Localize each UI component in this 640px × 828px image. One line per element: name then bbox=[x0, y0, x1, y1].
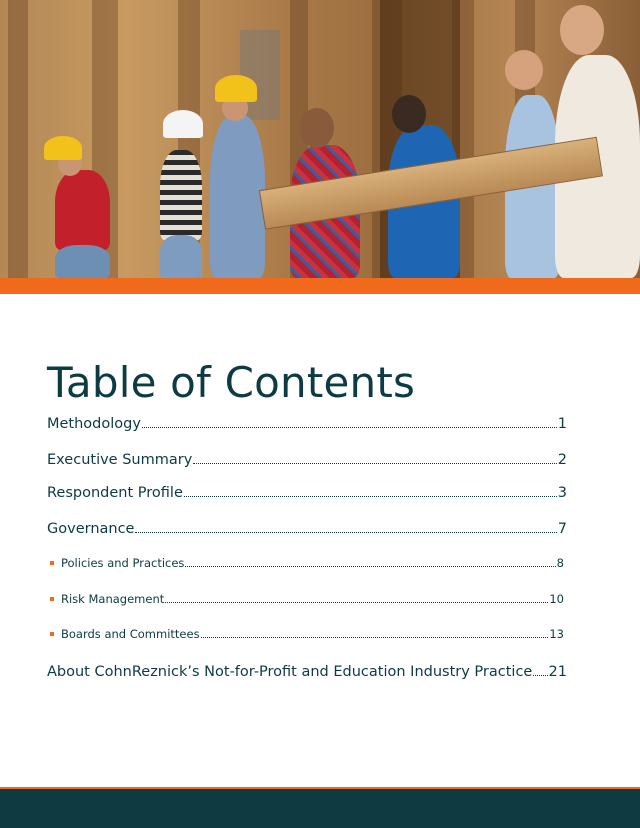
toc-label: Respondent Profile bbox=[47, 485, 183, 502]
dot-leader bbox=[533, 662, 547, 676]
toc-entry-executive-summary[interactable] bbox=[47, 450, 567, 468]
toc-subentry-boards-and-committees[interactable] bbox=[50, 627, 564, 641]
toc-label: Risk Management bbox=[61, 592, 165, 607]
toc-entry-about-cohnreznick[interactable] bbox=[47, 662, 567, 680]
toc-label: About CohnReznick’s Not-for-Profit and Education Industry Practice bbox=[47, 664, 533, 681]
dot-leader bbox=[142, 414, 557, 428]
toc-label: Executive Summary bbox=[47, 452, 193, 469]
toc-page-number: 8 bbox=[556, 556, 564, 571]
toc-page-number: 13 bbox=[549, 627, 564, 642]
toc-page-number: 10 bbox=[549, 592, 564, 607]
toc-label: Methodology bbox=[47, 416, 141, 433]
toc-page-number: 21 bbox=[548, 664, 567, 681]
dot-leader bbox=[185, 556, 555, 567]
toc-subentry-risk-management[interactable] bbox=[50, 592, 564, 606]
bullet-icon bbox=[50, 561, 54, 565]
toc-entry-methodology[interactable] bbox=[47, 414, 567, 432]
toc-label: Governance bbox=[47, 521, 135, 538]
dot-leader bbox=[184, 483, 557, 497]
toc-subentry-policies-and-practices[interactable] bbox=[50, 556, 564, 570]
toc-label: Policies and Practices bbox=[61, 556, 185, 571]
footer-band bbox=[0, 789, 640, 828]
dot-leader bbox=[201, 627, 549, 638]
hero-photo bbox=[0, 0, 640, 278]
accent-bar bbox=[0, 278, 640, 294]
toc-page-number: 2 bbox=[557, 452, 567, 469]
toc-page-number: 1 bbox=[557, 416, 567, 433]
page-title: Table of Contents bbox=[47, 358, 416, 408]
dot-leader bbox=[135, 519, 556, 533]
bullet-icon bbox=[50, 632, 54, 636]
dot-leader bbox=[193, 450, 556, 464]
toc-page-number: 7 bbox=[557, 521, 567, 538]
toc-page-number: 3 bbox=[557, 485, 567, 502]
toc-entry-governance[interactable] bbox=[47, 519, 567, 537]
dot-leader bbox=[165, 592, 548, 603]
toc-entry-respondent-profile[interactable] bbox=[47, 483, 567, 501]
bullet-icon bbox=[50, 597, 54, 601]
toc-label: Boards and Committees bbox=[61, 627, 200, 642]
